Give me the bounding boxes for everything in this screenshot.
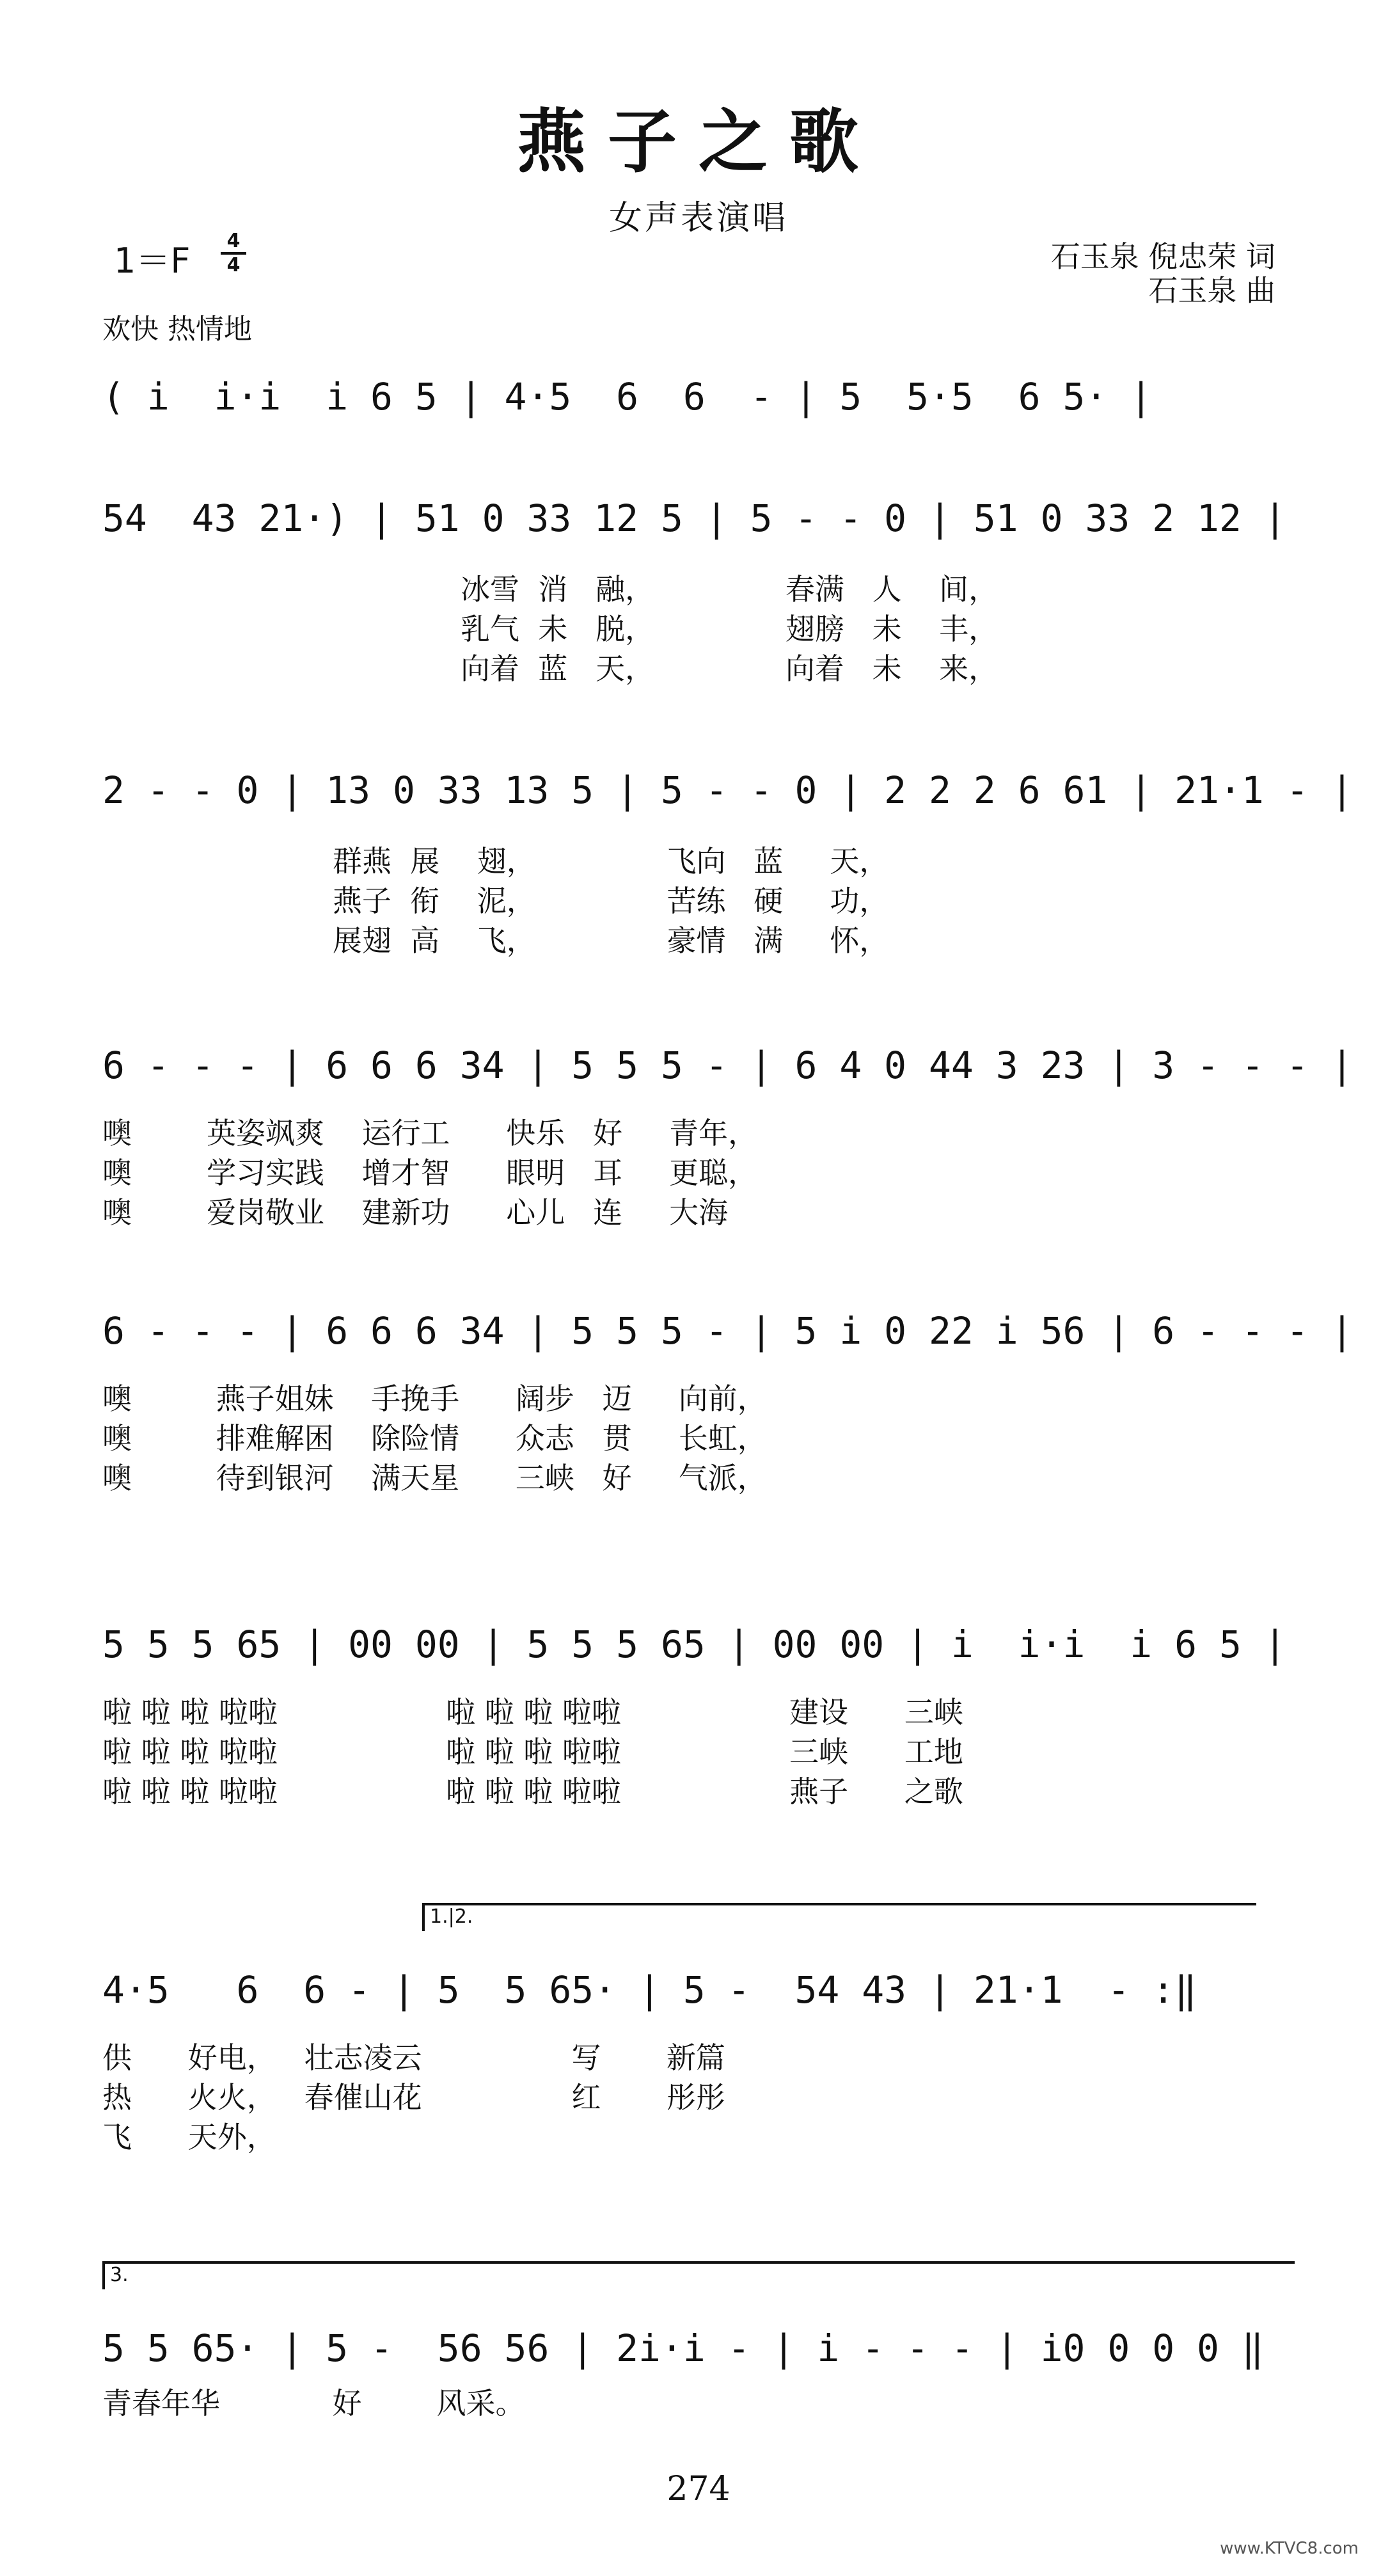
lyric-verse-1: 供 好电， 壮志凌云 写 新篇	[102, 2040, 725, 2075]
volta-label: 1.|2.	[430, 1905, 473, 1928]
score-system-3	[102, 752, 1354, 958]
lyric-verse-3: 展翅 高 飞， 豪情 满 怀，	[333, 923, 889, 958]
notation-line: 2 - - 0 | 13 0 33 13 5 | 5 - - 0 | 2 2 2 6 61 | 21·1 - |	[102, 768, 1354, 812]
notation-line: 6 - - - | 6 6 6 34 | 5 5 5 - | 5 i 0 22 i 56 | 6 - - - |	[102, 1309, 1354, 1353]
page-number: 274	[667, 2470, 730, 2508]
score-system-5	[102, 1292, 1354, 1495]
lyric-verse-2: 燕子 衔 泥， 苦练 硬 功，	[333, 884, 889, 918]
lyric-verse-2: 噢 排难解困 除险情 众志 贯 长虹，	[102, 1421, 767, 1456]
score-system-7	[102, 1905, 1305, 2154]
lyric-verse-1: 噢 燕子姐妹 手挽手 阔步 迈 向前，	[102, 1381, 767, 1416]
lyric-verse-3: 噢 待到银河 满天星 三峡 好 气派，	[102, 1461, 767, 1495]
notation-line: ( i i·i i 6 5 | 4·5 6 6 - | 5 5·5 6 5· |	[102, 375, 1153, 418]
lyric-verse-1: 群燕 展 翅， 飞向 蓝 天，	[333, 844, 889, 879]
key-signature: 1＝F	[114, 241, 191, 281]
lyric-verse-3: 啦 啦 啦 啦啦 啦 啦 啦 啦啦 燕子 之歌	[102, 1774, 963, 1809]
notation-line: 54 43 21·) | 51 0 33 12 5 | 5 - - 0 | 51 0 33 2 12 |	[102, 497, 1286, 540]
notation-line: 5 5 5 65 | 00 00 | 5 5 5 65 | 00 00 | i i·i i 6 5 |	[102, 1623, 1286, 1666]
time-signature-top: 4	[226, 230, 241, 252]
time-signature	[221, 232, 246, 275]
lyric-verse-2: 噢 学习实践 增才智 眼明 耳 更聪，	[102, 1156, 758, 1190]
lyric-verse-3: 噢 爱岗敬业 建新功 心儿 连 大海	[102, 1195, 729, 1230]
song-subtitle: 女声表演唱	[608, 199, 788, 237]
lyric-verse-1: 青春年华 好 风采。	[102, 2386, 525, 2421]
score-system-4	[102, 1027, 1354, 1230]
lyric-verse-1: 啦 啦 啦 啦啦 啦 啦 啦 啦啦 建设 三峡	[102, 1695, 963, 1729]
volta-label: 3.	[110, 2264, 129, 2286]
notation-line: 5 5 65· | 5 - 56 56 | 2i·i - | i - - - | i0 0 0 0 ‖	[102, 2326, 1264, 2370]
lyric-verse-1: 冰雪 消 融， 春满 人 间，	[461, 572, 998, 607]
site-watermark: www.KTVC8.com	[1220, 2539, 1359, 2558]
notation-line: 4·5 6 6 - | 5 5 65· | 5 - 54 43 | 21·1 - :‖	[102, 1968, 1197, 2012]
composer-credit: 石玉泉 曲	[1148, 273, 1275, 308]
lyric-verse-2: 热 火火， 春催山花 红 彤彤	[102, 2080, 725, 2115]
notation-line: 6 - - - | 6 6 6 34 | 5 5 5 - | 6 4 0 44 3 23 | 3 - - - |	[102, 1044, 1354, 1087]
lyric-verse-1: 噢 英姿飒爽 运行工 快乐 好 青年，	[102, 1116, 758, 1150]
time-signature-bottom: 4	[226, 254, 241, 276]
score-system-8	[102, 2264, 1305, 2421]
tempo-marking: 欢快 热情地	[102, 313, 252, 346]
lyric-verse-3: 飞 天外，	[102, 2120, 276, 2154]
volta-bracket-1-2	[422, 1903, 1256, 1931]
lyric-verse-2: 乳气 未 脱， 翅膀 未 丰，	[461, 612, 998, 646]
volta-bracket-3	[102, 2261, 1295, 2289]
score-system-6	[102, 1606, 1305, 1809]
score-system-1	[102, 358, 1305, 435]
lyricist-credit: 石玉泉 倪忠荣 词	[1050, 239, 1275, 274]
score-system-2	[102, 480, 1305, 686]
song-title: 燕子之歌	[516, 102, 880, 182]
lyric-verse-3: 向着 蓝 天， 向着 未 来，	[461, 651, 998, 686]
lyric-verse-2: 啦 啦 啦 啦啦 啦 啦 啦 啦啦 三峡 工地	[102, 1735, 963, 1769]
